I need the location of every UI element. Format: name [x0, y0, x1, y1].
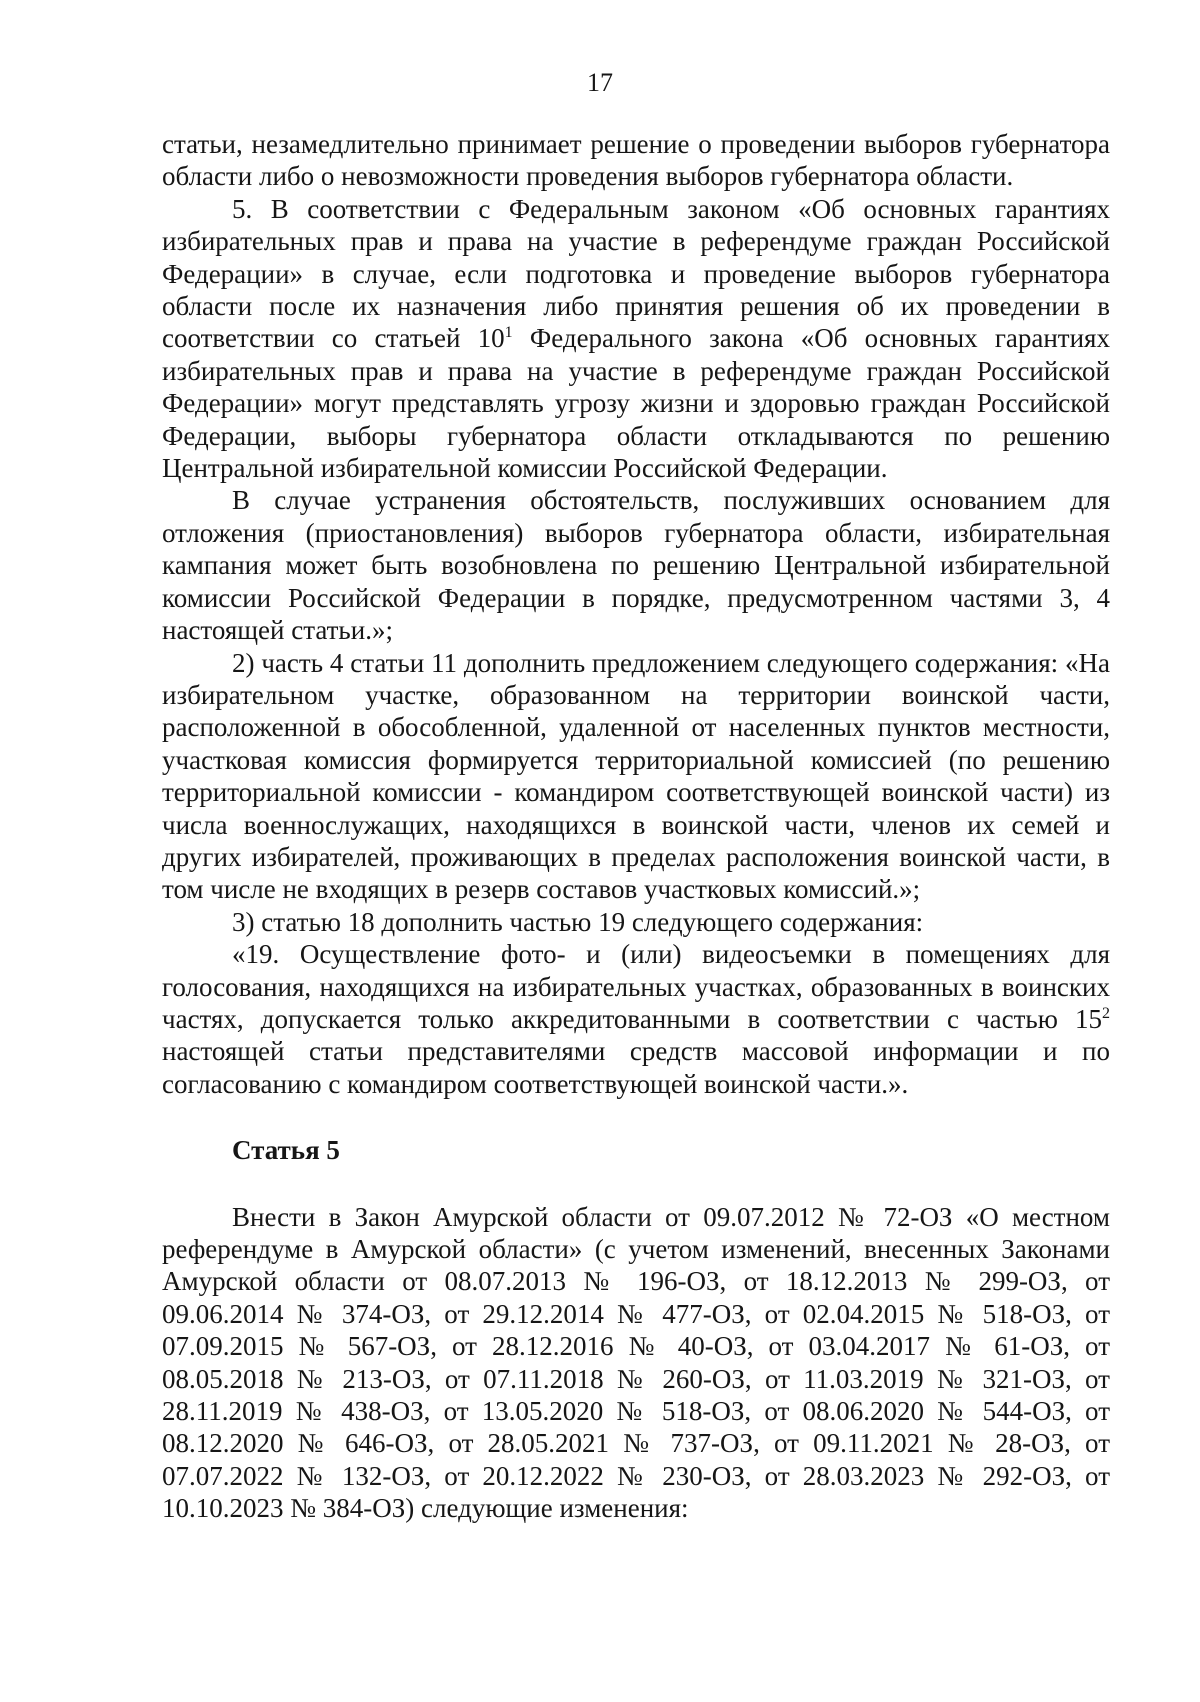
- superscript-2: 2: [1102, 1004, 1110, 1022]
- paragraph-amendment-2: 2) часть 4 статьи 11 дополнить предложением следующего содержания: «На избирательном участке, образованном на территории воинской части, расположенной в обособленной, удаленной от населенных пунктов местности, участковая комиссия формируется территориальной комиссией (по решению территориальной комиссии - командиром соответствующей воинской части) из числа военнослужащих, находящихся в воинской части, членов их семей и других избирателей, проживающих в пределах расположения воинской части, в том числе не входящих в резерв составов участковых комиссий.»;: [162, 647, 1110, 905]
- page-number: 17: [587, 68, 613, 97]
- spacer: [162, 1100, 1110, 1134]
- paragraph-amendment-3: 3) статью 18 дополнить частью 19 следующего содержания:: [232, 906, 924, 937]
- paragraph-part-19-text-a: «19. Осуществление фото- и (или) видеосъемки в помещениях для голосования, находящихся на избирательных участках, образованных в воинских частях, допускается только аккредитованными в соответствии с частью 15: [162, 939, 1110, 1034]
- paragraph-article-5-body: Внести в Закон Амурской области от 09.07.2012 № 72-ОЗ «О местном референдуме в Амурской области» (с учетом изменений, внесенных Законами Амурской области от 08.07.2013 № 196-ОЗ, от 18.12.2013 № 299-ОЗ, от 09.06.2014 № 374-ОЗ, от 29.12.2014 № 477-ОЗ, от 02.04.2015 № 518-ОЗ, от 07.09.2015 № 567-ОЗ, от 28.12.2016 № 40-ОЗ, от 03.04.2017 № 61-ОЗ, от 08.05.2018 № 213-ОЗ, от 07.11.2018 № 260-ОЗ, от 11.03.2019 № 321-ОЗ, от 28.11.2019 № 438-ОЗ, от 13.05.2020 № 518-ОЗ, от 08.06.2020 № 544-ОЗ, от 08.12.2020 № 646-ОЗ, от 28.05.2021 № 737-ОЗ, от 09.11.2021 № 28-ОЗ, от 07.07.2022 № 132-ОЗ, от 20.12.2022 № 230-ОЗ, от 28.03.2023 № 292-ОЗ, от 10.10.2023 № 384-ОЗ) следующие изменения:: [162, 1201, 1110, 1524]
- paragraph-item-5: [162, 193, 1110, 485]
- spacer: [162, 1167, 1110, 1201]
- superscript-1: 1: [504, 324, 513, 342]
- paragraph-continuation: статьи, незамедлительно принимает решение о проведении выборов губернатора области либо о невозможности проведения выборов губернатора области.: [162, 129, 1110, 192]
- paragraph-item-5-text-b: Федерального закона «Об основных гарантиях избирательных прав и права на участие в референдуме граждан Российской Федерации» могут представлять угрозу жизни и здоровью граждан Российской Федерации, выборы губернатора области откладываются по решению Центральной избирательной комиссии Российской Федерации.: [162, 323, 1110, 484]
- paragraph-item-5-text-a: 5. В соответствии с Федеральным законом «Об основных гарантиях избирательных прав и права на участие в референдуме граждан Российской Федерации» в случае, если подготовка и проведение выборов губернатора области после их назначения либо принятия решения об их проведении в соответствии со статьей 10: [162, 193, 1110, 354]
- paragraph-resumption: В случае устранения обстоятельств, послуживших основанием для отложения (приостановления) выборов губернатора области, избирательная кампания может быть возобновлена по решению Центральной избирательной комиссии Российской Федерации в порядке, предусмотренном частями 3, 4 настоящей статьи.»;: [162, 485, 1110, 646]
- document-body: [162, 128, 1110, 1525]
- paragraph-part-19: [162, 938, 1110, 1100]
- paragraph-part-19-text-b: настоящей статьи представителями средств массовой информации и по согласованию с командиром соответствующей воинской части.».: [162, 1036, 1110, 1099]
- article-heading: Статья 5: [232, 1135, 340, 1166]
